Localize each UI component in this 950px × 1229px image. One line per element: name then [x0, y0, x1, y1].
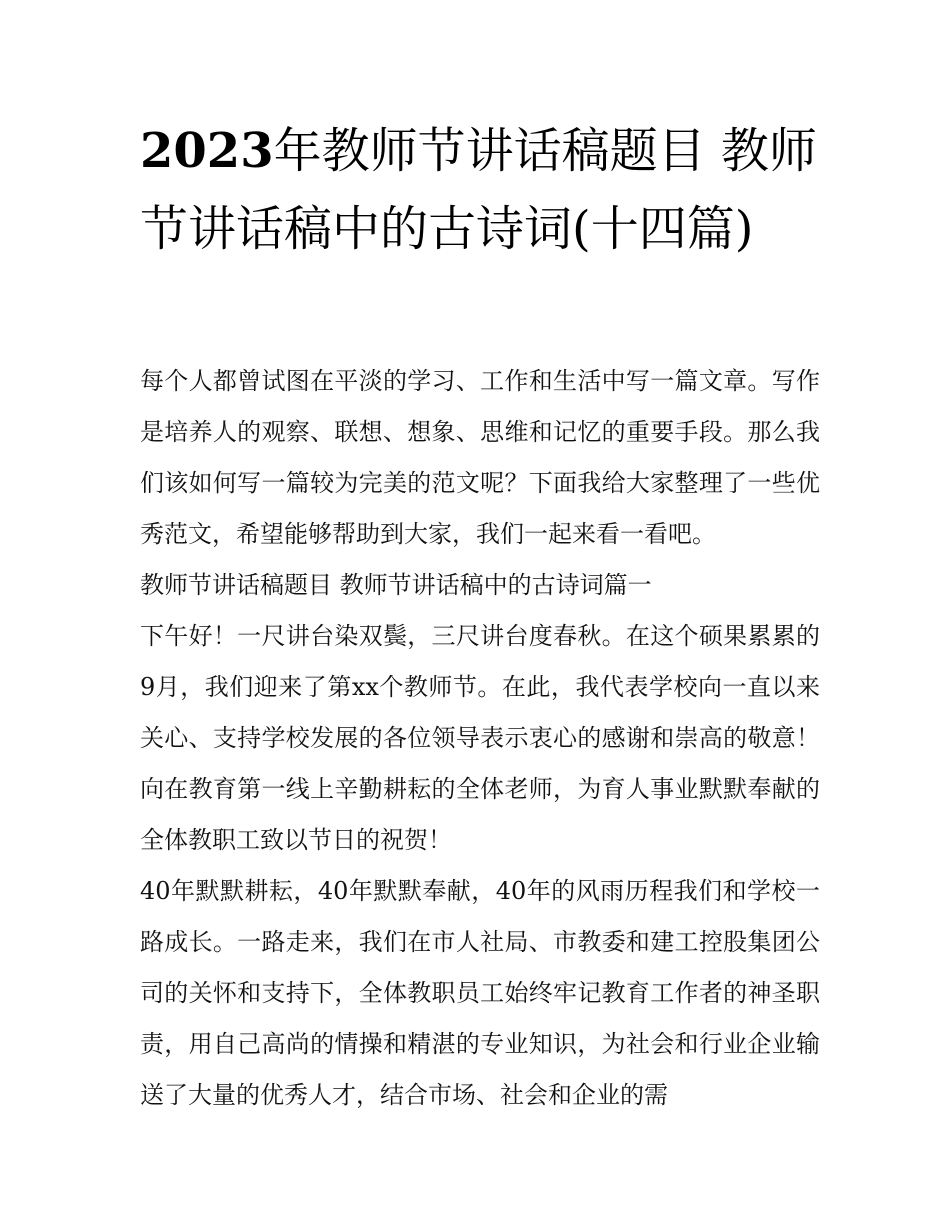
- document-body: [140, 356, 820, 1121]
- body-paragraph-1: 下午好！一尺讲台染双鬓，三尺讲台度春秋。在这个硕果累累的9月，我们迎来了第xx个教师节。在此，我代表学校向一直以来关心、支持学校发展的各位领导表示衷心的感谢和崇高的敬意！向在教育第一线上辛勤耕耘的全体老师，为育人事业默默奉献的全体教职工致以节日的祝贺！: [140, 622, 820, 854]
- title-year: 2023: [140, 123, 274, 179]
- document-title: [140, 112, 820, 268]
- section-heading: 教师节讲话稿题目 教师节讲话稿中的古诗词篇一: [140, 571, 652, 599]
- title-text: 年教师节讲话稿题目 教师节讲话稿中的古诗词(十四篇): [140, 123, 817, 257]
- body-paragraph-2: 40年默默耕耘，40年默默奉献，40年的风雨历程我们和学校一路成长。一路走来，我们在市人社局、市教委和建工控股集团公司的关怀和支持下，全体教职员工始终牢记教育工作者的神圣职责，用自己高尚的情操和精湛的专业知识，为社会和行业企业输送了大量的优秀人才，结合市场、社会和企业的需: [140, 877, 820, 1109]
- intro-paragraph: 每个人都曾试图在平淡的学习、工作和生活中写一篇文章。写作是培养人的观察、联想、想象、思维和记忆的重要手段。那么我们该如何写一篇较为完美的范文呢？下面我给大家整理了一些优秀范文，希望能够帮助到大家，我们一起来看一看吧。: [140, 367, 820, 548]
